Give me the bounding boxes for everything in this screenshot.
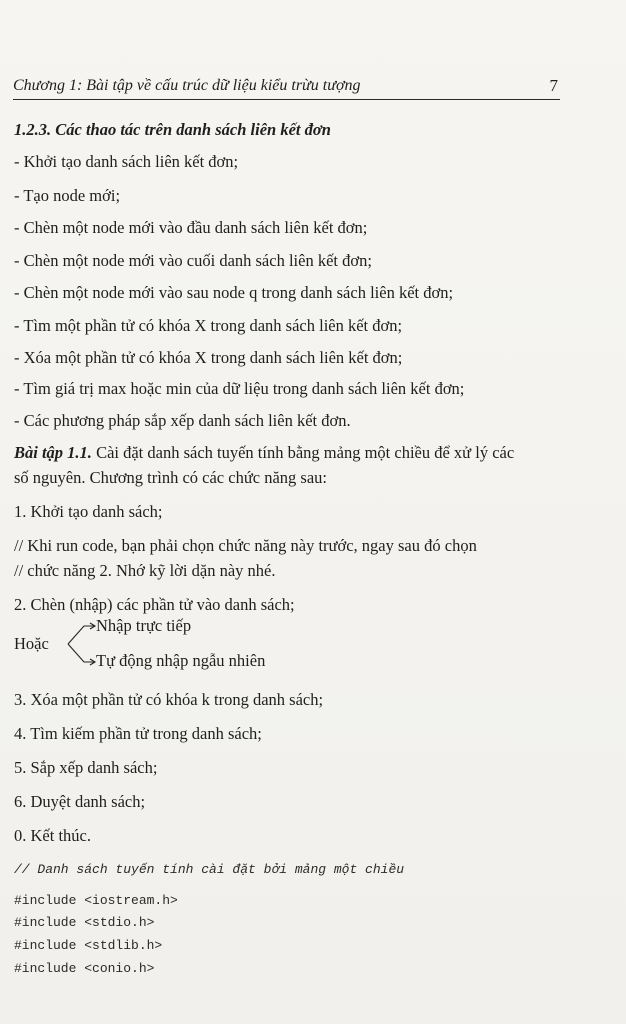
page-number: 7	[549, 76, 558, 95]
exercise-step: 4. Tìm kiếm phần tử trong danh sách;	[14, 724, 262, 743]
list-item: - Tìm một phần tử có khóa X trong danh sách liên kết đơn;	[14, 316, 403, 335]
code-line: #include <stdio.h>	[14, 915, 155, 930]
list-item: - Khởi tạo danh sách liên kết đơn;	[14, 152, 239, 171]
branch-option-manual: Nhập trực tiếp	[96, 616, 192, 635]
exercise-step: 2. Chèn (nhập) các phần tử vào danh sách;	[14, 595, 295, 614]
exercise-step: 5. Sắp xếp danh sách;	[14, 758, 158, 777]
exercise-note: // chức năng 2. Nhớ kỹ lời dặn này nhé.	[14, 561, 276, 580]
code-line: #include <conio.h>	[14, 961, 155, 976]
code-comment: // Danh sách tuyến tính cài đặt bởi mảng một chiều	[14, 862, 405, 877]
exercise-intro-text: Cài đặt danh sách tuyến tính bằng mảng một chiều để xử lý các	[91, 443, 515, 462]
exercise-step: 1. Khởi tạo danh sách;	[14, 502, 163, 521]
list-item: - Chèn một node mới vào đầu danh sách liên kết đơn;	[14, 218, 368, 237]
exercise-step: 3. Xóa một phần tử có khóa k trong danh sách;	[14, 690, 324, 709]
list-item: - Chèn một node mới vào cuối danh sách liên kết đơn;	[14, 251, 372, 270]
branch-or-label: Hoặc	[14, 634, 49, 653]
branch-option-random: Tự động nhập ngẫu nhiên	[96, 651, 266, 670]
list-item: - Tạo node mới;	[14, 186, 121, 205]
exercise-note: // Khi run code, bạn phải chọn chức năng này trước, ngay sau đó chọn	[14, 536, 477, 555]
input-choice-diagram	[14, 612, 314, 676]
exercise-intro-line: số nguyên. Chương trình có các chức năng sau:	[14, 468, 327, 487]
exercise-label: Bài tập 1.1.	[14, 443, 92, 462]
branch-arrows-icon	[54, 612, 98, 676]
exercise-step: 0. Kết thúc.	[14, 826, 91, 845]
code-line: #include <iostream.h>	[14, 893, 178, 908]
section-heading: 1.2.3. Các thao tác trên danh sách liên kết đơn	[14, 120, 331, 139]
exercise-intro-line	[14, 443, 514, 463]
page-header	[13, 75, 560, 100]
chapter-title: Chương 1: Bài tập về cấu trúc dữ liệu kiểu trừu tượng	[13, 77, 361, 94]
code-line: #include <stdlib.h>	[14, 938, 163, 953]
list-item: - Các phương pháp sắp xếp danh sách liên kết đơn.	[14, 411, 351, 430]
list-item: - Xóa một phần tử có khóa X trong danh sách liên kết đơn;	[14, 348, 403, 367]
list-item: - Chèn một node mới vào sau node q trong danh sách liên kết đơn;	[14, 283, 454, 302]
list-item: - Tìm giá trị max hoặc min của dữ liệu trong danh sách liên kết đơn;	[14, 379, 465, 398]
exercise-step: 6. Duyệt danh sách;	[14, 792, 146, 811]
